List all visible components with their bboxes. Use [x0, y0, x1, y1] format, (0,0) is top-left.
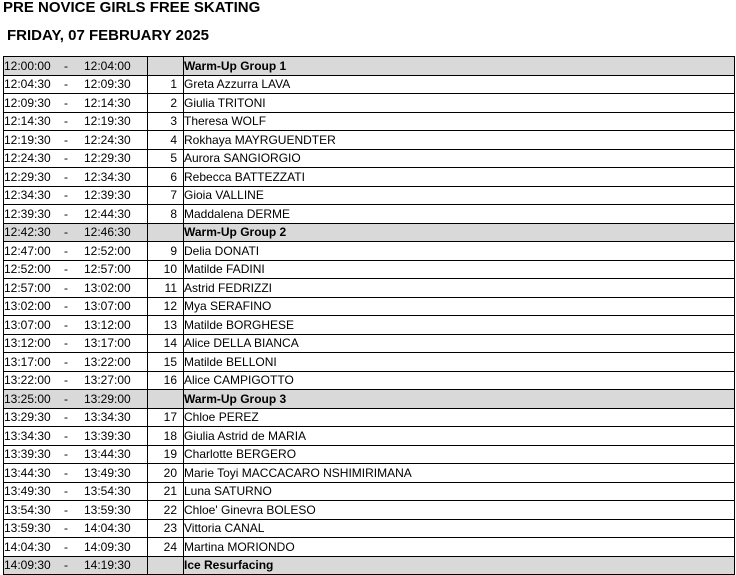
- schedule-row: [4, 519, 735, 538]
- schedule-row: [4, 149, 735, 168]
- skater-name: Matilde FADINI: [184, 260, 735, 279]
- end-time: 13:17:00: [84, 336, 131, 351]
- end-time: 12:24:30: [84, 132, 131, 147]
- time-separator: -: [64, 428, 68, 443]
- start-time: 14:09:30: [4, 558, 51, 573]
- start-time: 13:34:30: [4, 428, 51, 443]
- schedule-group-row: [4, 223, 735, 242]
- page-title: PRE NOVICE GIRLS FREE SKATING: [3, 0, 261, 16]
- skater-name: Chloe PEREZ: [184, 408, 735, 427]
- time-separator: -: [64, 132, 68, 147]
- time-cell: [4, 482, 148, 501]
- schedule-row: [4, 186, 735, 205]
- schedule-row: [4, 482, 735, 501]
- time-separator: -: [64, 114, 68, 129]
- time-cell: [4, 186, 148, 205]
- time-cell: [4, 260, 148, 279]
- time-separator: -: [64, 262, 68, 277]
- time-cell: [4, 353, 148, 372]
- start-time: 13:39:30: [4, 447, 51, 462]
- skater-name: Charlotte BERGERO: [184, 445, 735, 464]
- time-separator: -: [64, 77, 68, 92]
- time-separator: -: [64, 354, 68, 369]
- end-time: 14:04:30: [84, 521, 131, 536]
- schedule-row: [4, 408, 735, 427]
- start-time: 12:52:00: [4, 262, 51, 277]
- time-separator: -: [64, 336, 68, 351]
- schedule-row: [4, 131, 735, 150]
- skater-name: Martina MORIONDO: [184, 538, 735, 557]
- end-time: 12:39:30: [84, 188, 131, 203]
- end-time: 12:44:30: [84, 206, 131, 221]
- time-cell: [4, 464, 148, 483]
- schedule-row: [4, 501, 735, 520]
- start-time: 13:12:00: [4, 336, 51, 351]
- schedule-row: [4, 94, 735, 113]
- time-separator: -: [64, 317, 68, 332]
- start-number: 23: [148, 519, 184, 538]
- start-number: [148, 223, 184, 242]
- start-number: 1: [148, 75, 184, 94]
- start-number: 9: [148, 242, 184, 261]
- start-number: 2: [148, 94, 184, 113]
- time-cell: [4, 57, 148, 76]
- time-cell: [4, 427, 148, 446]
- start-number: 22: [148, 501, 184, 520]
- time-cell: [4, 242, 148, 261]
- start-number: 8: [148, 205, 184, 224]
- time-separator: -: [64, 188, 68, 203]
- time-separator: -: [64, 410, 68, 425]
- schedule-group-row: [4, 556, 735, 575]
- skater-name: Mya SERAFINO: [184, 297, 735, 316]
- time-separator: -: [64, 391, 68, 406]
- start-number: [148, 390, 184, 409]
- time-cell: [4, 131, 148, 150]
- start-time: 13:17:00: [4, 354, 51, 369]
- start-time: 13:07:00: [4, 317, 51, 332]
- time-separator: -: [64, 58, 68, 73]
- event-date: FRIDAY, 07 FEBRUARY 2025: [7, 27, 210, 44]
- time-cell: [4, 390, 148, 409]
- group-label: Warm-Up Group 3: [184, 390, 735, 409]
- start-number: 20: [148, 464, 184, 483]
- skater-name: Matilde BORGHESE: [184, 316, 735, 335]
- start-time: 12:00:00: [4, 58, 51, 73]
- start-number: 15: [148, 353, 184, 372]
- skater-name: Giulia Astrid de MARIA: [184, 427, 735, 446]
- group-label: Warm-Up Group 1: [184, 57, 735, 76]
- end-time: 13:49:30: [84, 465, 131, 480]
- start-number: 16: [148, 371, 184, 390]
- time-cell: [4, 75, 148, 94]
- end-time: 13:12:00: [84, 317, 131, 332]
- start-number: 10: [148, 260, 184, 279]
- skater-name: Alice DELLA BIANCA: [184, 334, 735, 353]
- skater-name: Alice CAMPIGOTTO: [184, 371, 735, 390]
- skater-name: Marie Toyi MACCACARO NSHIMIRIMANA: [184, 464, 735, 483]
- skater-name: Astrid FEDRIZZI: [184, 279, 735, 298]
- schedule-row: [4, 371, 735, 390]
- time-separator: -: [64, 521, 68, 536]
- start-time: 14:04:30: [4, 539, 51, 554]
- start-number: 17: [148, 408, 184, 427]
- start-time: 13:02:00: [4, 299, 51, 314]
- time-separator: -: [64, 465, 68, 480]
- start-time: 13:49:30: [4, 484, 51, 499]
- time-cell: [4, 316, 148, 335]
- schedule-row: [4, 112, 735, 131]
- time-cell: [4, 408, 148, 427]
- skater-name: Gioia VALLINE: [184, 186, 735, 205]
- schedule-body: [4, 57, 735, 575]
- end-time: 12:09:30: [84, 77, 131, 92]
- skater-name: Rokhaya MAYRGUENDTER: [184, 131, 735, 150]
- start-time: 12:04:30: [4, 77, 51, 92]
- end-time: 12:52:00: [84, 243, 131, 258]
- skater-name: Greta Azzurra LAVA: [184, 75, 735, 94]
- schedule-row: [4, 260, 735, 279]
- start-number: 6: [148, 168, 184, 187]
- schedule-row: [4, 334, 735, 353]
- start-number: 12: [148, 297, 184, 316]
- schedule-row: [4, 427, 735, 446]
- time-separator: -: [64, 484, 68, 499]
- start-number: 21: [148, 482, 184, 501]
- start-number: [148, 556, 184, 575]
- schedule-row: [4, 242, 735, 261]
- time-separator: -: [64, 169, 68, 184]
- start-number: 5: [148, 149, 184, 168]
- skater-name: Luna SATURNO: [184, 482, 735, 501]
- start-time: 12:39:30: [4, 206, 51, 221]
- time-cell: [4, 297, 148, 316]
- start-time: 12:09:30: [4, 95, 51, 110]
- start-time: 12:14:30: [4, 114, 51, 129]
- start-number: 7: [148, 186, 184, 205]
- start-time: 12:47:00: [4, 243, 51, 258]
- schedule-row: [4, 205, 735, 224]
- start-time: 12:34:30: [4, 188, 51, 203]
- skater-name: Delia DONATI: [184, 242, 735, 261]
- schedule-row: [4, 279, 735, 298]
- start-time: 13:54:30: [4, 502, 51, 517]
- schedule-table: [3, 56, 735, 575]
- time-cell: [4, 223, 148, 242]
- skater-name: Maddalena DERME: [184, 205, 735, 224]
- time-cell: [4, 556, 148, 575]
- time-cell: [4, 149, 148, 168]
- start-number: 3: [148, 112, 184, 131]
- time-separator: -: [64, 539, 68, 554]
- time-separator: -: [64, 502, 68, 517]
- skater-name: Giulia TRITONI: [184, 94, 735, 113]
- group-label: Warm-Up Group 2: [184, 223, 735, 242]
- end-time: 12:46:30: [84, 225, 131, 240]
- start-time: 13:59:30: [4, 521, 51, 536]
- start-time: 13:44:30: [4, 465, 51, 480]
- time-separator: -: [64, 95, 68, 110]
- time-separator: -: [64, 447, 68, 462]
- schedule-row: [4, 75, 735, 94]
- skater-name: Matilde BELLONI: [184, 353, 735, 372]
- start-number: 19: [148, 445, 184, 464]
- start-time: 12:42:30: [4, 225, 51, 240]
- schedule-row: [4, 538, 735, 557]
- time-cell: [4, 519, 148, 538]
- end-time: 14:09:30: [84, 539, 131, 554]
- time-cell: [4, 501, 148, 520]
- end-time: 13:07:00: [84, 299, 131, 314]
- time-cell: [4, 112, 148, 131]
- end-time: 13:27:00: [84, 373, 131, 388]
- time-separator: -: [64, 243, 68, 258]
- start-number: 14: [148, 334, 184, 353]
- schedule-row: [4, 464, 735, 483]
- time-separator: -: [64, 225, 68, 240]
- time-cell: [4, 205, 148, 224]
- skater-name: Theresa WOLF: [184, 112, 735, 131]
- end-time: 13:59:30: [84, 502, 131, 517]
- start-number: 4: [148, 131, 184, 150]
- time-cell: [4, 445, 148, 464]
- time-separator: -: [64, 558, 68, 573]
- schedule-row: [4, 168, 735, 187]
- start-number: 13: [148, 316, 184, 335]
- start-time: 12:29:30: [4, 169, 51, 184]
- start-number: 11: [148, 279, 184, 298]
- start-time: 12:19:30: [4, 132, 51, 147]
- time-cell: [4, 279, 148, 298]
- end-time: 12:34:30: [84, 169, 131, 184]
- time-separator: -: [64, 206, 68, 221]
- time-separator: -: [64, 151, 68, 166]
- end-time: 12:29:30: [84, 151, 131, 166]
- end-time: 13:22:00: [84, 354, 131, 369]
- start-number: [148, 57, 184, 76]
- time-separator: -: [64, 299, 68, 314]
- schedule-row: [4, 353, 735, 372]
- time-separator: -: [64, 280, 68, 295]
- end-time: 13:39:30: [84, 428, 131, 443]
- time-cell: [4, 94, 148, 113]
- start-time: 13:22:00: [4, 373, 51, 388]
- start-number: 18: [148, 427, 184, 446]
- time-separator: -: [64, 373, 68, 388]
- skater-name: Chloe' Ginevra BOLESO: [184, 501, 735, 520]
- time-cell: [4, 538, 148, 557]
- start-time: 12:24:30: [4, 151, 51, 166]
- end-time: 12:14:30: [84, 95, 131, 110]
- start-time: 13:29:30: [4, 410, 51, 425]
- schedule-group-row: [4, 57, 735, 76]
- end-time: 12:04:00: [84, 58, 131, 73]
- end-time: 13:29:00: [84, 391, 131, 406]
- end-time: 13:44:30: [84, 447, 131, 462]
- end-time: 13:02:00: [84, 280, 131, 295]
- skater-name: Rebecca BATTEZZATI: [184, 168, 735, 187]
- time-cell: [4, 334, 148, 353]
- skater-name: Aurora SANGIORGIO: [184, 149, 735, 168]
- time-cell: [4, 371, 148, 390]
- schedule-row: [4, 297, 735, 316]
- schedule-group-row: [4, 390, 735, 409]
- end-time: 12:57:00: [84, 262, 131, 277]
- schedule-row: [4, 316, 735, 335]
- skater-name: Vittoria CANAL: [184, 519, 735, 538]
- end-time: 13:34:30: [84, 410, 131, 425]
- schedule-row: [4, 445, 735, 464]
- start-time: 12:57:00: [4, 280, 51, 295]
- time-cell: [4, 168, 148, 187]
- end-time: 14:19:30: [84, 558, 131, 573]
- start-time: 13:25:00: [4, 391, 51, 406]
- end-time: 13:54:30: [84, 484, 131, 499]
- group-label: Ice Resurfacing: [184, 556, 735, 575]
- start-number: 24: [148, 538, 184, 557]
- end-time: 12:19:30: [84, 114, 131, 129]
